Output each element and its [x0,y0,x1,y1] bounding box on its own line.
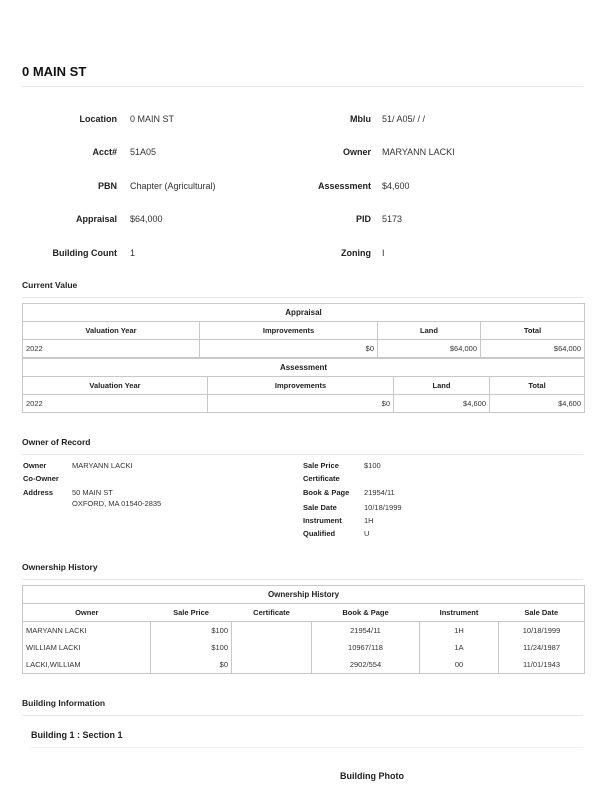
cell-sale-date: 10/18/1999 [499,622,585,640]
cell-certificate [232,656,312,674]
column-header: Total [490,377,585,395]
divider [22,715,583,716]
cell-year: 2022 [23,340,200,358]
pbn-label: PBN [97,181,117,191]
book-page-label: Book & Page [303,488,350,497]
cell-total: $64,000 [481,340,585,358]
table-row [23,340,585,358]
sale-price-label: Sale Price [303,461,339,470]
cell-improvements: $0 [208,395,394,413]
cell-sale-date: 11/01/1943 [499,656,585,674]
appraisal-label: Appraisal [75,214,117,224]
divider [22,579,583,580]
qualified-label: Qualified [303,529,336,538]
mblu-label: Mblu [350,114,371,124]
building-section-heading: Building 1 : Section 1 [31,730,123,740]
cell-book-page: 10967/118 [312,639,420,656]
pbn-value: Chapter (Agricultural) [130,181,216,191]
column-header: Owner [23,604,151,622]
pid-value: 5173 [382,214,403,224]
cell-sale-date: 11/24/1987 [499,639,585,656]
cell-instrument: 00 [420,656,499,674]
record-coowner-label: Co-Owner [23,474,59,483]
location-label: Location [79,114,117,124]
owner-label: Owner [342,147,371,157]
table-row [23,639,585,656]
owner-value: MARYANN LACKI [382,147,455,157]
ownership-history-heading: Ownership History [22,562,98,572]
column-header: Sale Price [151,604,232,622]
building-count-value: 1 [130,248,136,258]
column-header: Sale Date [499,604,585,622]
assessment-value: $4,600 [382,181,410,191]
acct-label: Acct# [92,147,117,157]
divider [22,86,583,87]
assessment-table [22,358,585,413]
certificate-label: Certificate [303,474,340,483]
appraisal-caption: Appraisal [23,304,585,322]
cell-instrument: 1A [420,639,499,656]
cell-certificate [232,622,312,640]
assessment-caption: Assessment [23,359,585,377]
zoning-value: I [382,248,385,258]
mblu-value: 51/ A05/ / / [382,114,426,124]
column-header: Land [394,377,490,395]
record-owner-value: MARYANN LACKI [72,461,133,470]
column-header: Land [378,322,481,340]
cell-year: 2022 [23,395,208,413]
record-owner-label: Owner [23,461,47,470]
cell-sale-price: $100 [151,622,232,640]
qualified-value: U [364,529,370,538]
column-header: Improvements [200,322,378,340]
column-header: Valuation Year [23,322,200,340]
table-row [23,622,585,640]
cell-instrument: 1H [420,622,499,640]
divider [22,454,583,455]
acct-value: 51A05 [130,147,157,157]
table-row [23,656,585,674]
column-header: Valuation Year [23,377,208,395]
sale-date-label: Sale Date [303,503,337,512]
divider [31,747,583,748]
cell-land: $64,000 [378,340,481,358]
record-address-line1: 50 MAIN ST [72,488,113,497]
divider [22,297,583,298]
location-value: 0 MAIN ST [130,114,175,124]
column-header: Certificate [232,604,312,622]
cell-total: $4,600 [490,395,585,413]
building-information-heading: Building Information [22,698,106,708]
building-count-label: Building Count [52,248,117,258]
cell-owner: MARYANN LACKI [23,622,151,640]
appraisal-value: $64,000 [130,214,163,224]
cell-book-page: 2902/554 [312,656,420,674]
column-header: Book & Page [312,604,420,622]
page-title: 0 MAIN ST [22,64,87,79]
sale-price-value: $100 [364,461,381,470]
instrument-label: Instrument [303,516,342,525]
record-address-label: Address [23,488,54,497]
sale-date-value: 10/18/1999 [364,503,402,512]
building-photo-heading: Building Photo [340,771,404,781]
cell-owner: WILLIAM LACKI [23,639,151,656]
assessment-label: Assessment [317,181,371,191]
zoning-label: Zoning [341,248,371,258]
current-value-heading: Current Value [22,280,78,290]
cell-certificate [232,639,312,656]
cell-book-page: 21954/11 [312,622,420,640]
column-header: Instrument [420,604,499,622]
ownership-history-table [22,585,585,674]
cell-owner: LACKI,WILLIAM [23,656,151,674]
cell-sale-price: $100 [151,639,232,656]
cell-sale-price: $0 [151,656,232,674]
column-header: Total [481,322,585,340]
column-header: Improvements [208,377,394,395]
book-page-value: 21954/11 [364,488,395,497]
pid-label: PID [355,214,371,224]
owner-of-record-heading: Owner of Record [22,437,91,447]
appraisal-table [22,303,585,358]
table-row [23,395,585,413]
instrument-value: 1H [364,516,374,525]
record-address-line2: OXFORD, MA 01540-2835 [72,499,162,508]
cell-improvements: $0 [200,340,378,358]
ownership-history-caption: Ownership History [23,586,585,604]
cell-land: $4,600 [394,395,490,413]
